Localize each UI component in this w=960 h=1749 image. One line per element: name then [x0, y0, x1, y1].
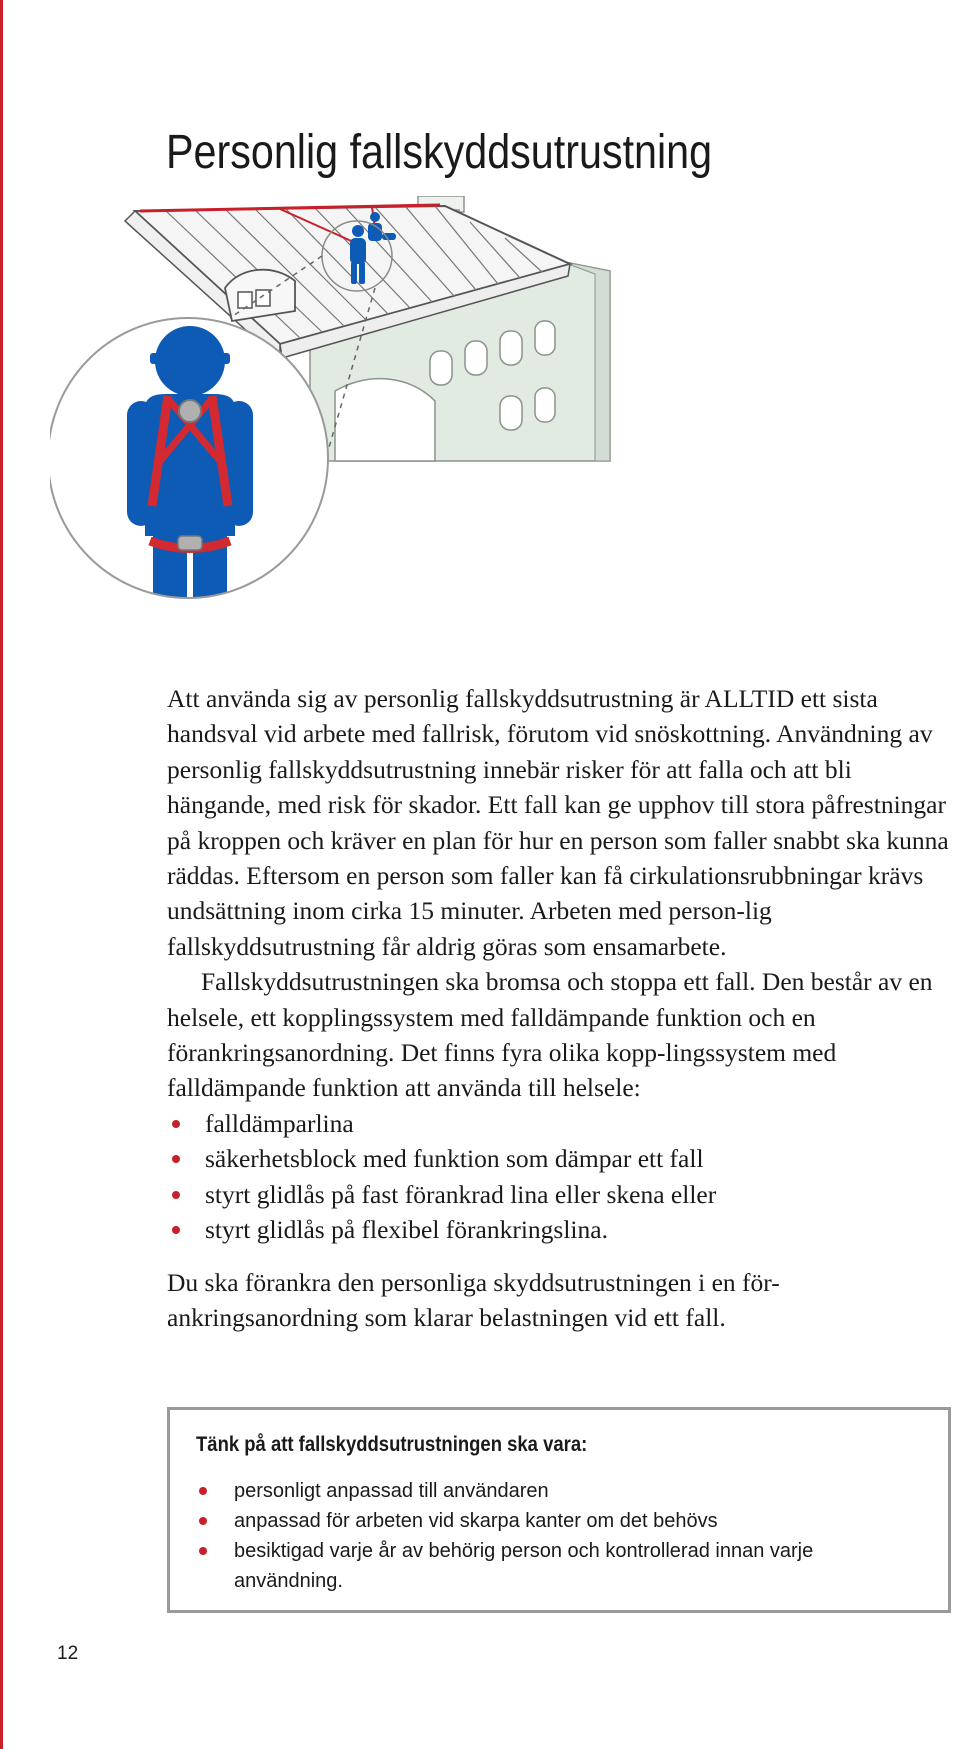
- intro-paragraph: Att använda sig av personlig fallskyddsutrustning är ALLTID ett sista handsval vid arbete med fallrisk, förutom vid snöskottning. Användning av personlig fallskyddsutrustning innebär risker för att falla och att bli hängande, med risk för skador. Ett fall kan ge upphov till stora påfrestningar på kroppen och kräver en plan för hur en person som faller snabbt ska kunna räddas. Eftersom en person som faller kan få cirkulationsrubbningar krävs undsättning inom cirka 15 minuter. Arbeten med person-lig fallskyddsutrustning får aldrig göras som ensamarbete.: [167, 684, 949, 961]
- dormer-window: [225, 270, 295, 321]
- list-item: personligt anpassad till användaren: [196, 1476, 922, 1506]
- body-text: [167, 681, 957, 1335]
- info-box: [167, 1407, 951, 1613]
- list-item: styrt glidlås på fast förankrad lina eller skena eller: [167, 1177, 957, 1212]
- list-item: styrt glidlås på flexibel förankringslina.: [167, 1212, 957, 1247]
- list-item: besiktigad varje år av behörig person och kontrollerad innan varje användning.: [196, 1536, 922, 1596]
- list-item: säkerhetsblock med funktion som dämpar ett fall: [167, 1141, 957, 1176]
- page-edge-line: [0, 0, 3, 1749]
- list-item: anpassad för arbeten vid skarpa kanter om det behövs: [196, 1506, 922, 1536]
- coupling-systems-list: [167, 1106, 957, 1248]
- roof-safety-illustration: [50, 196, 640, 666]
- list-item: falldämparlina: [167, 1106, 957, 1141]
- page-title: Personlig fallskyddsutrustning: [166, 126, 713, 179]
- info-box-heading: Tänk på att fallskyddsutrustningen ska vara:: [196, 1433, 588, 1456]
- equipment-paragraph: Fallskyddsutrustningen ska bromsa och stoppa ett fall. Den består av en helsele, ett kopplingssystem med falldämpande funktion och en förankringsanordning. Det finns fyra olika kopp-lingssystem med falldämpande funktion att använda till helsele:: [167, 967, 933, 1103]
- anchoring-paragraph: Du ska förankra den personliga skyddsutrustningen i en för-ankringsanordning som klarar belastningen vid ett fall.: [167, 1267, 780, 1332]
- info-box-list: [196, 1476, 922, 1596]
- page-number: 12: [57, 1643, 79, 1664]
